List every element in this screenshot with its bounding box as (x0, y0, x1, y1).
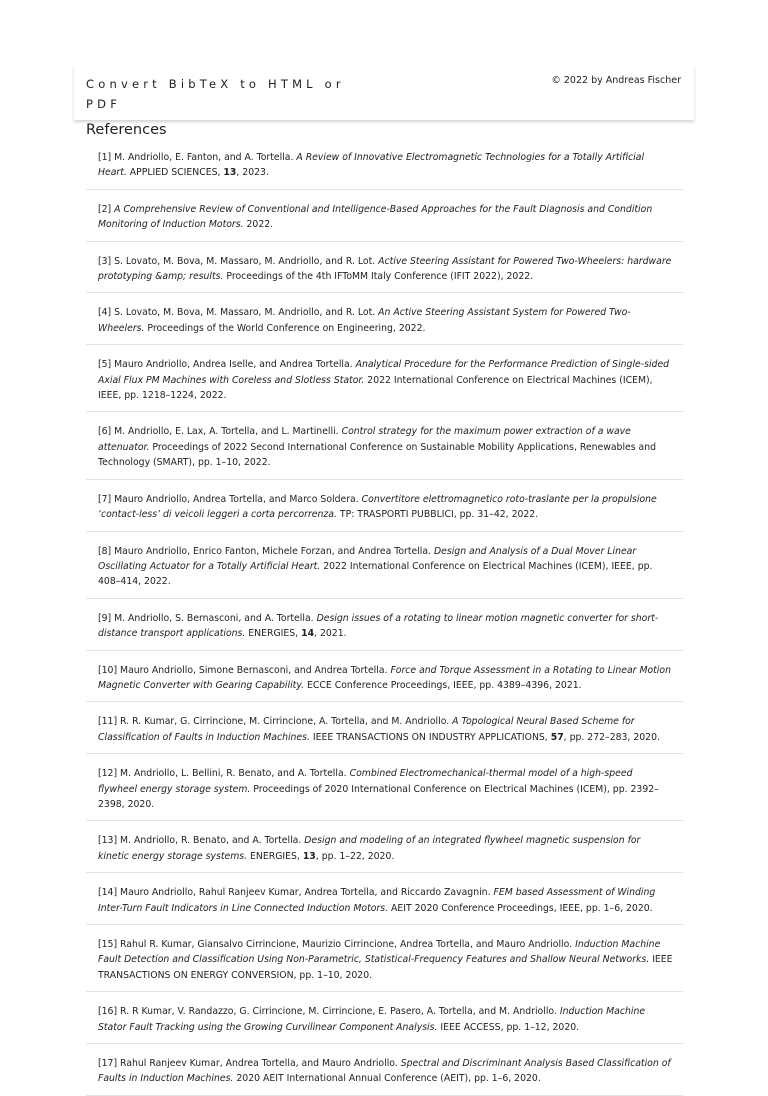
reference-item (86, 148, 683, 190)
reference-title: Combined Electromechanical-thermal model of a high-speed flywheel energy storage system. (98, 768, 633, 795)
reference-venue: Proceedings of the 4th IFToMM Italy Conference (IFIT 2022), 2022. (223, 271, 534, 283)
reference-venue: Proceedings of 2020 International Conference on Electrical Machines (ICEM), pp. 2392–2398, 2020. (98, 783, 659, 810)
reference-authors: M. Andriollo, E. Fanton, and A. Tortella. (114, 152, 297, 163)
reference-title: A Topological Neural Based Scheme for Classification of Faults in Induction Machines. (98, 716, 635, 743)
reference-authors: S. Lovato, M. Bova, M. Massaro, M. Andriollo, and R. Lot. (114, 255, 379, 267)
reference-pages-year: , pp. 1–22, 2020. (315, 850, 395, 862)
reference-title: Design issues of a rotating to linear motion magnetic converter for short-distance transport applications. (98, 612, 659, 640)
reference-volume: 57 (550, 731, 564, 743)
reference-number: [2] (98, 203, 115, 215)
reference-authors: M. Andriollo, S. Bernasconi, and A. Tortella. (114, 612, 317, 624)
reference-number: [5] (98, 359, 115, 371)
reference-pages-year: , 2023. (236, 167, 269, 179)
reference-item (86, 355, 683, 412)
reference-item (86, 490, 683, 532)
reference-number: [17] (98, 1058, 121, 1070)
reference-venue: ENERGIES, (247, 850, 303, 862)
reference-volume: 13 (302, 850, 316, 862)
reference-authors: Mauro Andriollo, Enrico Fanton, Michele Forzan, and Andrea Tortella. (114, 545, 434, 557)
reference-venue: Proceedings of 2022 Second International Conference on Sustainable Mobility Applications, Renewables and Technology (SMART), pp. 1–10, 2022. (98, 441, 657, 469)
reference-venue: IEEE ACCESS, pp. 1–12, 2020. (437, 1021, 580, 1033)
reference-venue: IEEE TRANSACTIONS ON INDUSTRY APPLICATIONS, (309, 731, 551, 743)
reference-title: Control strategy for the maximum power extraction of a wave attenuator. (98, 426, 631, 453)
reference-authors: R. R Kumar, V. Randazzo, G. Cirrincione, M. Cirrincione, E. Pasero, A. Tortella, and M. Andriollo. (120, 1006, 560, 1018)
reference-item (86, 303, 683, 345)
reference-item (86, 609, 683, 651)
reference-title: Convertitore elettromagnetico roto-traslante per la propulsione ‘contact-less’ di veicoli leggeri a corta percorrenza. (98, 493, 657, 521)
reference-title: Spectral and Discriminant Analysis Based Classification of Faults in Induction Machines. (98, 1058, 671, 1085)
reference-title: An Active Steering Assistant System for Powered Two-Wheelers. (98, 307, 631, 334)
reference-venue: APPLIED SCIENCES, (126, 167, 224, 179)
reference-number: [11] (98, 716, 121, 728)
reference-number: [1] (98, 152, 115, 163)
reference-authors: Mauro Andriollo, Andrea Tortella, and Marco Soldera. (114, 493, 362, 505)
reference-title: Force and Torque Assessment in a Rotating to Linear Motion Magnetic Converter with Gearing Capability. (98, 664, 671, 691)
site-title[interactable]: Convert BibTeX to HTML or PDF (86, 77, 345, 111)
reference-item (86, 252, 683, 294)
reference-authors: Rahul Ranjeev Kumar, Andrea Tortella, and Mauro Andriollo. (120, 1058, 401, 1070)
reference-item (86, 712, 683, 754)
reference-item (86, 542, 683, 599)
reference-venue: AEIT 2020 Conference Proceedings, IEEE, pp. 1–6, 2020. (388, 902, 653, 914)
reference-item (86, 935, 683, 992)
reference-item (86, 661, 683, 703)
section-title: References (86, 122, 167, 138)
reference-venue: 2020 AEIT International Annual Conference (AEIT), pp. 1–6, 2020. (233, 1073, 541, 1085)
reference-item (86, 1002, 683, 1044)
reference-number: [15] (98, 939, 121, 950)
reference-venue: 2022. (243, 219, 274, 231)
reference-title: Design and Analysis of a Dual Mover Linear Oscillating Actuator for a Totally Artificial Heart. (98, 545, 637, 572)
reference-venue: ECCE Conference Proceedings, IEEE, pp. 4389–4396, 2021. (304, 679, 582, 691)
reference-list (86, 148, 683, 1096)
reference-pages-year: , pp. 272–283, 2020. (563, 731, 660, 743)
reference-authors: Mauro Andriollo, Rahul Ranjeev Kumar, Andrea Tortella, and Riccardo Zavagnin. (120, 887, 494, 899)
reference-venue: IEEE TRANSACTIONS ON ENERGY CONVERSION, pp. 1–10, 2020. (98, 954, 673, 981)
reference-item (86, 883, 683, 925)
reference-item (86, 422, 683, 479)
reference-venue: TP: TRASPORTI PUBBLICI, pp. 31–42, 2022. (336, 509, 539, 521)
reference-title: Active Steering Assistant for Powered Two-Wheelers: hardware prototyping &amp; results. (98, 255, 672, 283)
reference-title: A Review of Innovative Electromagnetic Technologies for a Totally Artificial Heart. (98, 152, 645, 179)
reference-number: [16] (98, 1006, 121, 1018)
reference-venue: ENERGIES, (245, 628, 302, 640)
reference-number: [3] (98, 255, 115, 267)
reference-number: [7] (98, 493, 115, 505)
reference-title: Analytical Procedure for the Performance Prediction of Single-sided Axial Flux PM Machines with Coreless and Slotless Stator. (98, 359, 670, 386)
reference-venue: 2022 International Conference on Electrical Machines (ICEM), IEEE, pp. 408–414, 2022. (98, 560, 653, 588)
reference-number: [4] (98, 307, 115, 319)
reference-volume: 14 (301, 628, 315, 640)
reference-number: [9] (98, 612, 115, 624)
reference-number: [13] (98, 835, 121, 847)
reference-venue: Proceedings of the World Conference on Engineering, 2022. (144, 322, 426, 334)
reference-authors: R. R. Kumar, G. Cirrincione, M. Cirrincione, A. Tortella, and M. Andriollo. (120, 716, 453, 728)
reference-item (86, 200, 683, 242)
reference-number: [14] (98, 887, 121, 899)
reference-title: A Comprehensive Review of Conventional and Intelligence-Based Approaches for the Fault Diagnosis and Condition Monitoring of Induction Motors. (98, 203, 653, 231)
reference-authors: Rahul R. Kumar, Giansalvo Cirrincione, Maurizio Cirrincione, Andrea Tortella, and Mauro Andriollo. (120, 939, 576, 950)
reference-venue: 2022 International Conference on Electrical Machines (ICEM), IEEE, pp. 1218–1224, 2022. (98, 374, 653, 402)
reference-title: Induction Machine Stator Fault Tracking using the Growing Curvilinear Component Analysis. (98, 1006, 646, 1033)
reference-title: FEM based Assessment of Winding Inter-Turn Fault Indicators in Line Connected Induction Motors. (98, 887, 656, 914)
reference-number: [10] (98, 664, 121, 676)
reference-authors: M. Andriollo, E. Lax, A. Tortella, and L. Martinelli. (114, 426, 342, 438)
reference-pages-year: , 2021. (314, 628, 347, 640)
reference-authors: S. Lovato, M. Bova, M. Massaro, M. Andriollo, and R. Lot. (114, 307, 379, 319)
reference-item (86, 1054, 683, 1096)
reference-number: [8] (98, 545, 115, 557)
reference-authors: M. Andriollo, L. Bellini, R. Benato, and A. Tortella. (120, 768, 350, 780)
copyright-notice: © 2022 by Andreas Fischer (551, 75, 681, 86)
reference-number: [6] (98, 426, 115, 438)
reference-item (86, 764, 683, 821)
reference-authors: Mauro Andriollo, Andrea Iselle, and Andrea Tortella. (114, 359, 356, 371)
reference-title: Induction Machine Fault Detection and Classification Using Non-Parametric, Statistical-Frequency Features and Shallow Neural Networks. (98, 939, 661, 966)
reference-item (86, 831, 683, 873)
reference-authors: M. Andriollo, R. Benato, and A. Tortella. (120, 835, 305, 847)
reference-volume: 13 (223, 167, 237, 179)
page-header (74, 64, 694, 120)
reference-authors: Mauro Andriollo, Simone Bernasconi, and Andrea Tortella. (120, 664, 391, 676)
reference-number: [12] (98, 768, 121, 780)
reference-title: Design and modeling of an integrated flywheel magnetic suspension for kinetic energy storage systems. (98, 835, 641, 862)
